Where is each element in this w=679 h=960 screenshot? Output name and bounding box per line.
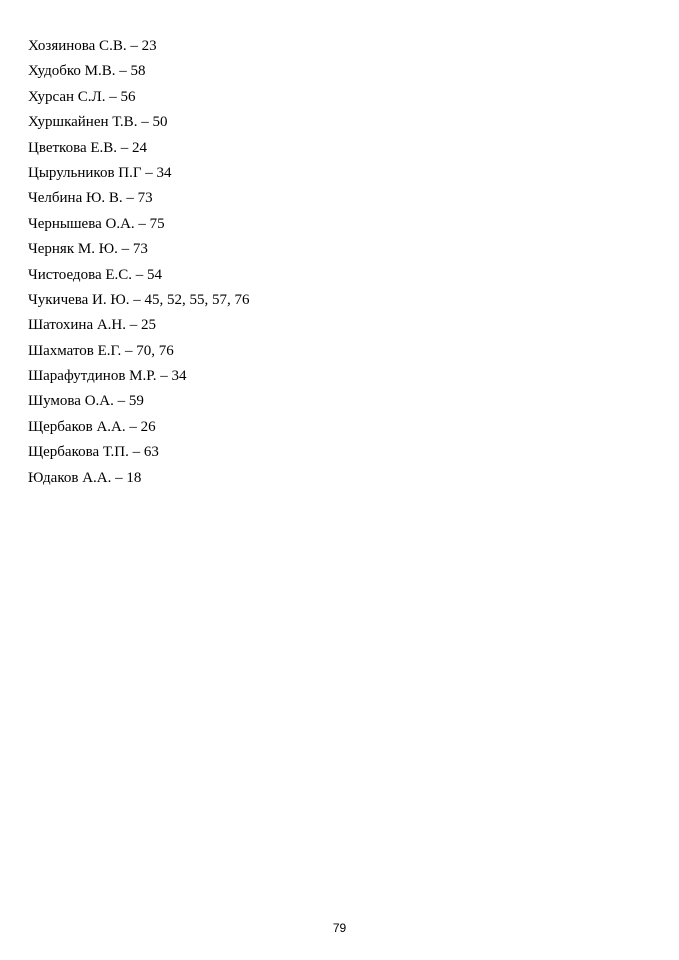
index-entry: Худобко М.В. – 58: [28, 63, 146, 80]
index-entry: Хуршкайнен Т.В. – 50: [28, 114, 168, 131]
index-entry: Хурсан С.Л. – 56: [28, 88, 136, 105]
index-entry: Чукичева И. Ю. – 45, 52, 55, 57, 76: [28, 291, 250, 308]
author-index-list: [28, 34, 250, 491]
index-entry: Черняк М. Ю. – 73: [28, 241, 148, 258]
index-entry: Шахматов Е.Г. – 70, 76: [28, 342, 174, 359]
index-entry: Хозяинова С.В. – 23: [28, 38, 157, 54]
index-entry: Юдаков А.А. – 18: [28, 469, 142, 486]
index-entry: Цырульников П.Г – 34: [28, 164, 172, 181]
index-entry: Щербакова Т.П. – 63: [28, 444, 159, 461]
index-entry: Щербаков А.А. – 26: [28, 418, 156, 435]
page-number: 79: [332, 921, 347, 935]
index-entry: Шумова О.А. – 59: [28, 393, 144, 410]
index-entry: Челбина Ю. В. – 73: [28, 190, 153, 207]
index-entry: Чистоедова Е.С. – 54: [28, 266, 163, 283]
index-entry: Шарафутдинов М.Р. – 34: [28, 368, 187, 385]
index-entry: Шатохина А.Н. – 25: [28, 317, 157, 334]
index-entry: Чернышева О.А. – 75: [28, 215, 165, 232]
index-entry: Цветкова Е.В. – 24: [28, 139, 148, 156]
